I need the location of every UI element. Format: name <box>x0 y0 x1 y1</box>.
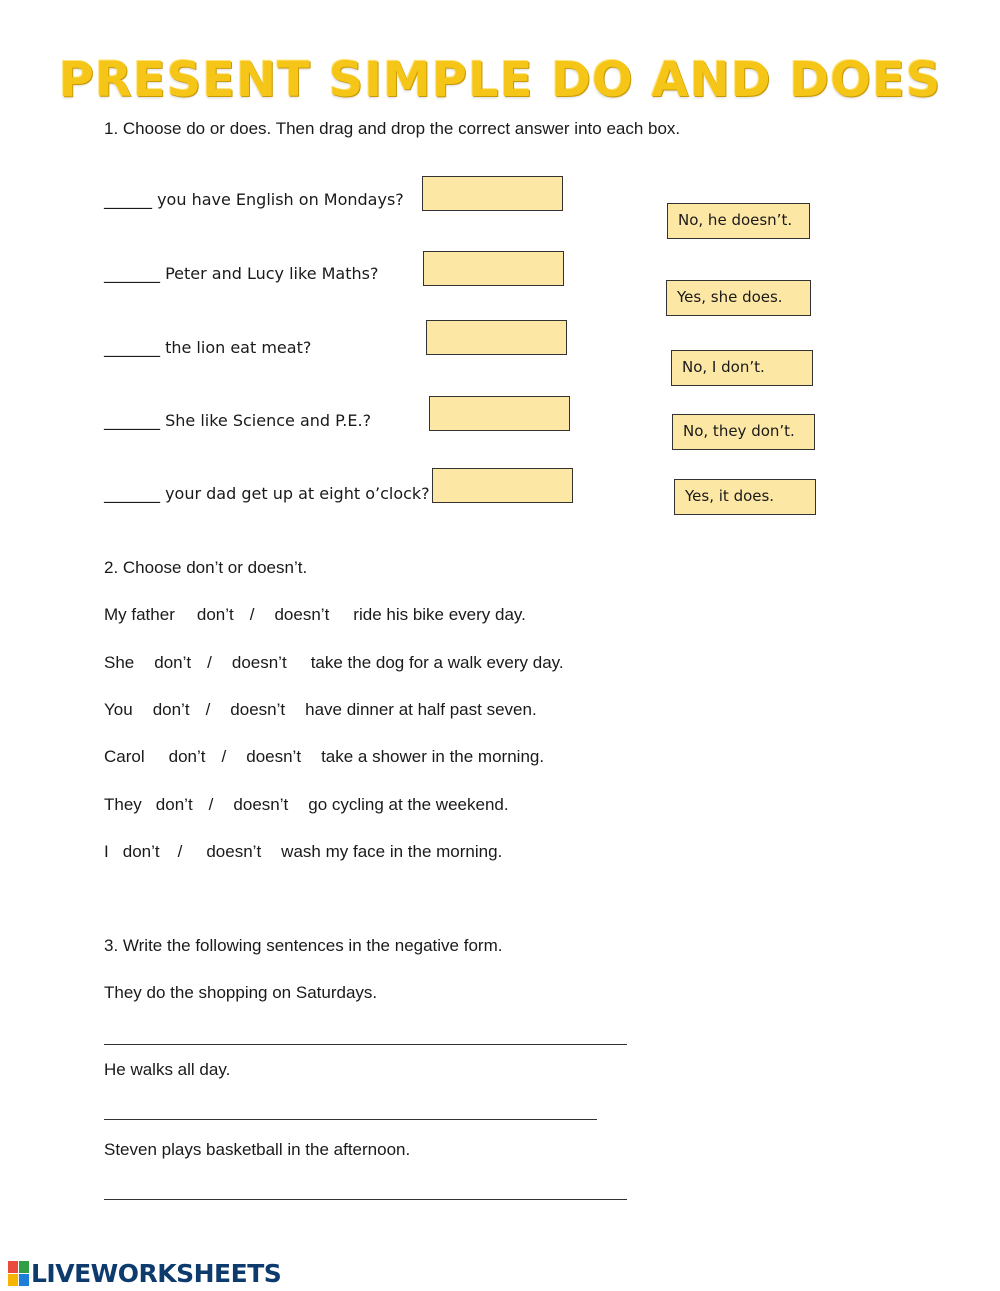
row-rest: go cycling at the weekend. <box>308 795 509 814</box>
answer-chip-5[interactable]: Yes, it does. <box>674 479 816 515</box>
answer-chip-2[interactable]: Yes, she does. <box>666 280 811 316</box>
row-rest: wash my face in the morning. <box>281 842 503 861</box>
section1-instruction: 1. Choose do or does. Then drag and drop the correct answer into each box. <box>104 119 681 138</box>
slash-separator: / <box>205 700 211 719</box>
option-doesnt[interactable]: doesn’t <box>230 700 286 719</box>
slash-separator: / <box>207 653 212 672</box>
section2-instruction: 2. Choose don’t or doesn’t. <box>104 558 308 577</box>
answer-input-1[interactable] <box>104 1020 627 1045</box>
row-subject: You <box>104 700 133 719</box>
sentence-2: He walks all day. <box>104 1060 231 1079</box>
slash-separator: / <box>208 795 214 814</box>
logo-mark-tile <box>8 1261 18 1273</box>
row-rest: have dinner at half past seven. <box>305 700 537 719</box>
slash-separator: / <box>249 605 255 624</box>
answer-input-2[interactable] <box>104 1095 597 1120</box>
drop-box-3[interactable] <box>426 320 567 355</box>
option-dont[interactable]: don’t <box>168 747 206 766</box>
row-subject: I <box>104 842 109 861</box>
option-doesnt[interactable]: doesn’t <box>274 605 330 624</box>
slash-separator: / <box>221 747 227 766</box>
choice-row-5 <box>104 795 509 815</box>
row-subject: They <box>104 795 142 814</box>
row-subject: She <box>104 653 135 672</box>
row-rest: take the dog for a walk every day. <box>310 653 564 672</box>
option-dont[interactable]: don’t <box>152 700 190 719</box>
choice-row-2 <box>104 653 564 673</box>
liveworksheets-logo <box>8 1259 281 1287</box>
question-3: _______ the lion eat meat? <box>104 338 312 357</box>
answer-chip-4[interactable]: No, they don’t. <box>672 414 815 450</box>
drop-box-5[interactable] <box>432 468 573 503</box>
question-2: _______ Peter and Lucy like Maths? <box>104 264 379 283</box>
choice-row-3 <box>104 700 537 720</box>
logo-mark-tile <box>19 1261 29 1273</box>
option-doesnt[interactable]: doesn’t <box>246 747 302 766</box>
logo-mark-tile <box>8 1274 18 1286</box>
option-dont[interactable]: don’t <box>122 842 160 861</box>
row-rest: ride his bike every day. <box>353 605 526 624</box>
logo-mark-icon <box>8 1261 29 1286</box>
drop-box-4[interactable] <box>429 396 570 431</box>
logo-mark-tile <box>19 1274 29 1286</box>
option-doesnt[interactable]: doesn’t <box>206 842 262 861</box>
answer-chip-3[interactable]: No, I don’t. <box>671 350 813 386</box>
row-rest: take a shower in the morning. <box>321 747 545 766</box>
logo-text: LIVEWORKSHEETS <box>31 1258 282 1288</box>
option-doesnt[interactable]: doesn’t <box>231 653 287 672</box>
option-dont[interactable]: don’t <box>154 653 192 672</box>
section3-instruction: 3. Write the following sentences in the negative form. <box>104 936 503 955</box>
question-5: _______ your dad get up at eight o’clock? <box>104 484 430 503</box>
option-doesnt[interactable]: doesn’t <box>233 795 289 814</box>
choice-row-6 <box>104 842 502 862</box>
row-subject: My father <box>104 605 175 624</box>
drop-box-2[interactable] <box>423 251 564 286</box>
option-dont[interactable]: don’t <box>196 605 234 624</box>
sentence-1: They do the shopping on Saturdays. <box>104 983 378 1002</box>
choice-row-1 <box>104 605 526 625</box>
sentence-3: Steven plays basketball in the afternoon. <box>104 1140 411 1159</box>
question-1: ______ you have English on Mondays? <box>104 190 404 209</box>
choice-row-4 <box>104 747 544 767</box>
question-4: _______ She like Science and P.E.? <box>104 411 372 430</box>
drop-box-1[interactable] <box>422 176 563 211</box>
option-dont[interactable]: don’t <box>155 795 193 814</box>
answer-input-3[interactable] <box>104 1175 627 1200</box>
slash-separator: / <box>177 842 183 861</box>
worksheet-title: PRESENT SIMPLE DO AND DOES <box>58 52 942 108</box>
answer-chip-1[interactable]: No, he doesn’t. <box>667 203 810 239</box>
row-subject: Carol <box>104 747 145 766</box>
